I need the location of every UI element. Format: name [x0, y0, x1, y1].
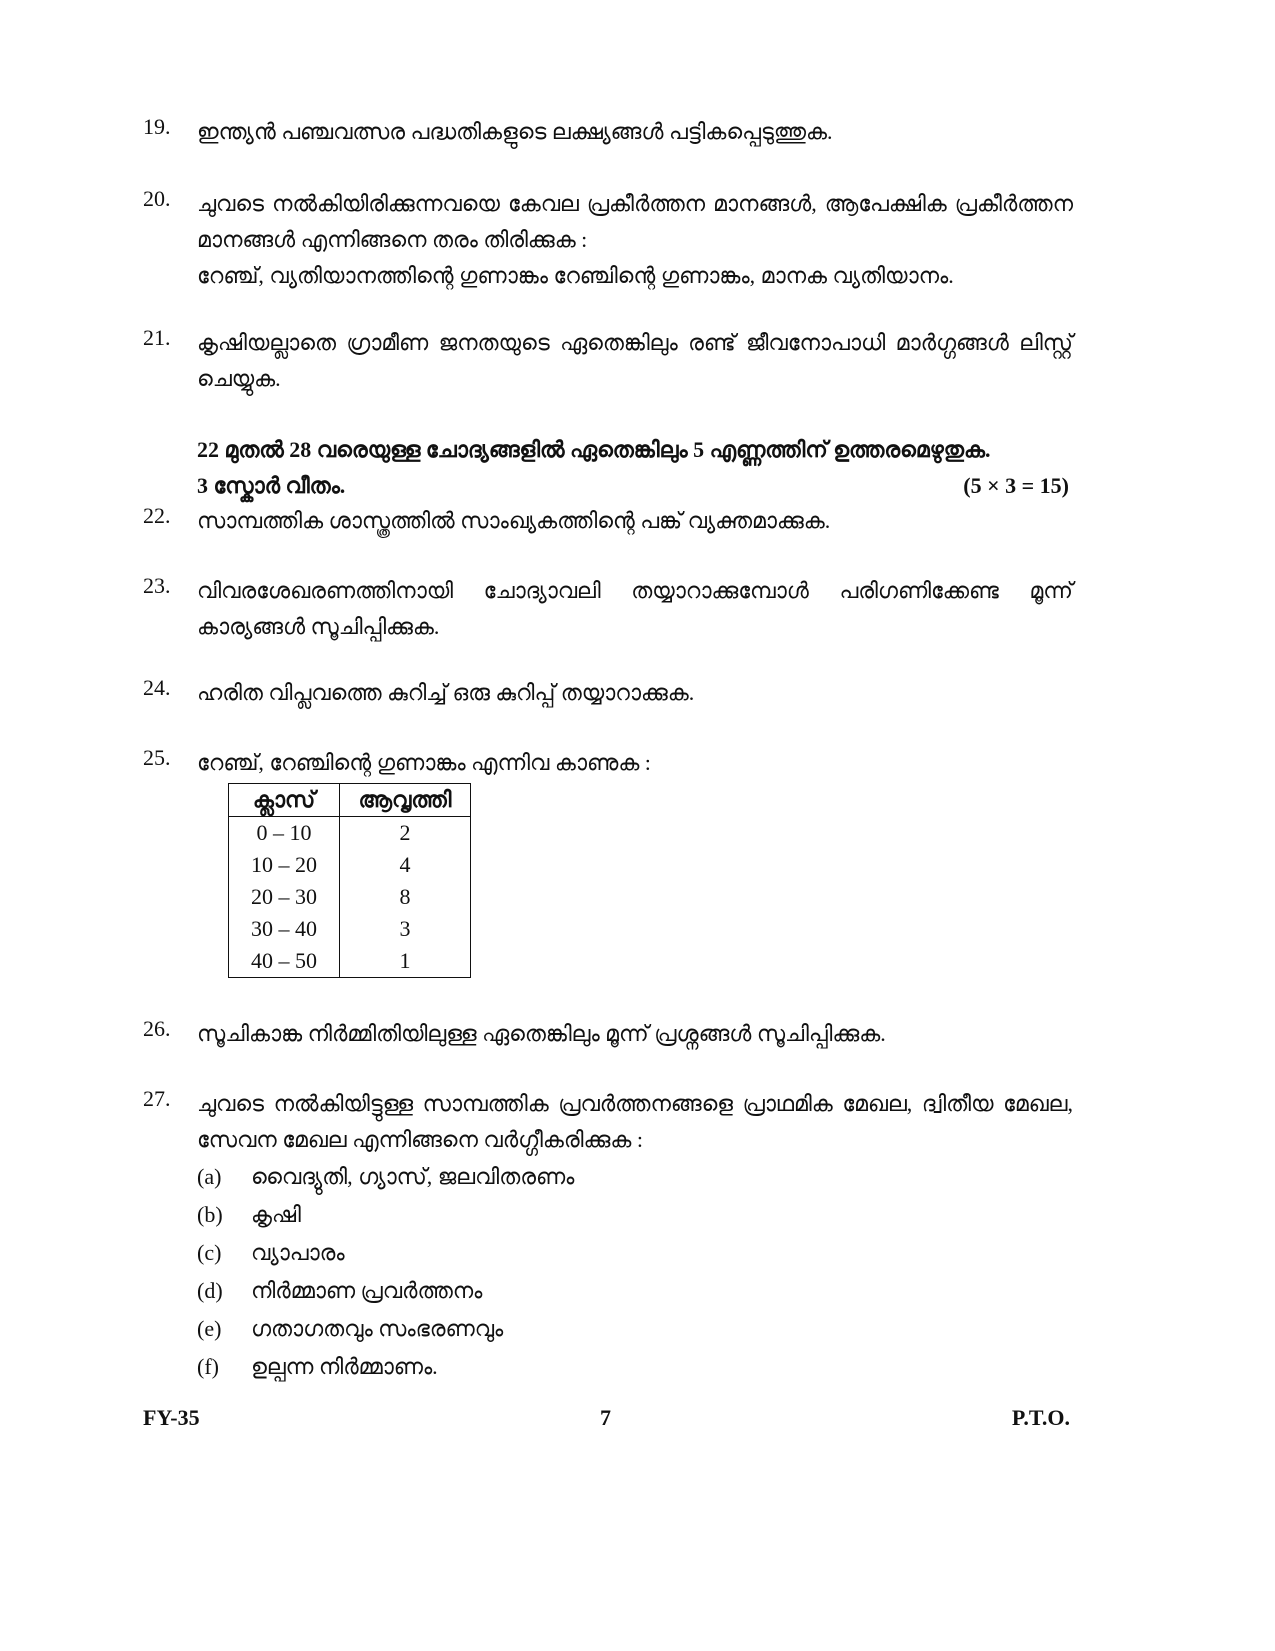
page-number: 7 [600, 1405, 611, 1430]
question-20: 20. ചുവടെ നൽകിയിരിക്കുന്നവയെ കേവല പ്രകീർത്തന മാനങ്ങൾ, ആപേക്ഷിക പ്രകീർത്തന മാനങ്ങൾ എന്നിങ്ങനെ തരം തിരിക്കുക : റേഞ്ച്, വ്യതിയാനത്തിന്റെ ഗുണാങ്കം റേഞ്ചിന്റെ ഗുണാങ്കം, മാനക വ്യതിയാനം. [143, 186, 1073, 294]
question-26: 26. സൂചികാങ്ക നിർമ്മിതിയിലുള്ള ഏതെങ്കിലും മൂന്ന് പ്രശ്നങ്ങൾ സൂചിപ്പിക്കുക. [143, 1016, 1073, 1052]
table-row: 40 – 50 1 [229, 945, 471, 978]
question-21: 21. കൃഷിയല്ലാതെ ഗ്രാമീണ ജനതയുടെ ഏതെങ്കിലും രണ്ട് ജീവനോപാധി മാർഗ്ഗങ്ങൾ ലിസ്റ്റ് ചെയ്യുക. [143, 325, 1073, 397]
question-23: 23. വിവരശേഖരണത്തിനായി ചോദ്യാവലി തയ്യാറാക്കുമ്പോൾ പരിഗണിക്കേണ്ട മൂന്ന് കാര്യങ്ങൾ സൂചിപ്പിക്കുക. [143, 573, 1073, 645]
question-text: കൃഷിയല്ലാതെ ഗ്രാമീണ ജനതയുടെ ഏതെങ്കിലും രണ്ട് ജീവനോപാധി മാർഗ്ഗങ്ങൾ ലിസ്റ്റ് ചെയ്യുക. [197, 330, 1073, 391]
frequency-table: ക്ലാസ് ആവൃത്തി 0 – 10 2 10 – 20 4 20 – 30 8 30 – 40 3 40 – 50 1 [228, 783, 471, 978]
question-text: ചുവടെ നൽകിയിട്ടുള്ള സാമ്പത്തിക പ്രവർത്തനങ്ങളെ പ്രാഥമിക മേഖല, ദ്വിതീയ മേഖല, സേവന മേഖല എന്നിങ്ങനെ വർഗ്ഗീകരിക്കുക : [197, 1091, 1073, 1152]
sub-item: (a) വൈദ്യുതി, ഗ്യാസ്, ജലവിതരണം [197, 1164, 575, 1189]
question-25: 25. റേഞ്ച്, റേഞ്ചിന്റെ ഗുണാങ്കം എന്നിവ കാണുക : [143, 745, 1073, 781]
question-text: സൂചികാങ്ക നിർമ്മിതിയിലുള്ള ഏതെങ്കിലും മൂന്ന് പ്രശ്നങ്ങൾ സൂചിപ്പിക്കുക. [197, 1021, 886, 1046]
table-row: 0 – 10 2 [229, 817, 471, 850]
paper-code: FY-35 [143, 1405, 200, 1430]
pto-label: P.T.O. [1011, 1405, 1070, 1430]
question-text: സാമ്പത്തിക ശാസ്ത്രത്തിൽ സാംഖ്യകത്തിന്റെ പങ്ക് വ്യക്തമാക്കുക. [197, 508, 831, 533]
sub-item: (e) ഗതാഗതവും സംഭരണവും [197, 1316, 504, 1341]
table-row: 10 – 20 4 [229, 849, 471, 881]
table-row: 20 – 30 8 [229, 881, 471, 913]
question-text: റേഞ്ച്, റേഞ്ചിന്റെ ഗുണാങ്കം എന്നിവ കാണുക : [197, 750, 651, 775]
question-27: 27. ചുവടെ നൽകിയിട്ടുള്ള സാമ്പത്തിക പ്രവർത്തനങ്ങളെ പ്രാഥമിക മേഖല, ദ്വിതീയ മേഖല, സേവന മേഖല എന്നിങ്ങനെ വർഗ്ഗീകരിക്കുക : (a) വൈദ്യുതി, ഗ്യാസ്, ജലവിതരണം (b) കൃഷി (c) വ്യാപാരം (d) നിർമ്മാണ പ്രവർത്തനം (e) ഗതാഗതവും സംഭരണവും (f) ഉല്പന്ന നിർമ്മാണം. [143, 1086, 1073, 1386]
section-marks: (5 × 3 = 15) [963, 473, 1069, 498]
question-items: റേഞ്ച്, വ്യതിയാനത്തിന്റെ ഗുണാങ്കം റേഞ്ചിന്റെ ഗുണാങ്കം, മാനക വ്യതിയാനം. [197, 263, 954, 288]
question-text: വിവരശേഖരണത്തിനായി ചോദ്യാവലി തയ്യാറാക്കുമ്പോൾ പരിഗണിക്കേണ്ട മൂന്ന് കാര്യങ്ങൾ സൂചിപ്പിക്കുക. [197, 578, 1073, 639]
question-19: 19. ഇന്ത്യൻ പഞ്ചവത്സര പദ്ധതികളുടെ ലക്ഷ്യങ്ങൾ പട്ടികപ്പെടുത്തുക. [143, 114, 1073, 150]
question-24: 24. ഹരിത വിപ്ലവത്തെ കുറിച്ച് ഒരു കുറിപ്പ് തയ്യാറാക്കുക. [143, 675, 1073, 711]
question-text: ചുവടെ നൽകിയിരിക്കുന്നവയെ കേവല പ്രകീർത്തന മാനങ്ങൾ, ആപേക്ഷിക പ്രകീർത്തന മാനങ്ങൾ എന്നിങ്ങനെ തരം തിരിക്കുക : [197, 191, 1073, 252]
question-22: 22. സാമ്പത്തിക ശാസ്ത്രത്തിൽ സാംഖ്യകത്തിന്റെ പങ്ക് വ്യക്തമാക്കുക. [143, 503, 1073, 539]
sub-item: (d) നിർമ്മാണ പ്രവർത്തനം [197, 1278, 483, 1303]
sub-item: (b) കൃഷി [197, 1202, 301, 1227]
section-instruction: 22 മുതൽ 28 വരെയുള്ള ചോദ്യങ്ങളിൽ ഏതെങ്കിലും 5 എണ്ണത്തിന് ഉത്തരമെഴുതുക. 3 സ്കോർ വീതം. (5 × 3 = 15) [197, 432, 1069, 504]
sub-item: (c) വ്യാപാരം [197, 1240, 345, 1265]
question-text: ഹരിത വിപ്ലവത്തെ കുറിച്ച് ഒരു കുറിപ്പ് തയ്യാറാക്കുക. [197, 680, 695, 705]
question-text: ഇന്ത്യൻ പഞ്ചവത്സര പദ്ധതികളുടെ ലക്ഷ്യങ്ങൾ പട്ടികപ്പെടുത്തുക. [197, 119, 833, 144]
table-row: 30 – 40 3 [229, 913, 471, 945]
sub-item: (f) ഉല്പന്ന നിർമ്മാണം. [197, 1354, 438, 1379]
sub-items [197, 1158, 1073, 1386]
